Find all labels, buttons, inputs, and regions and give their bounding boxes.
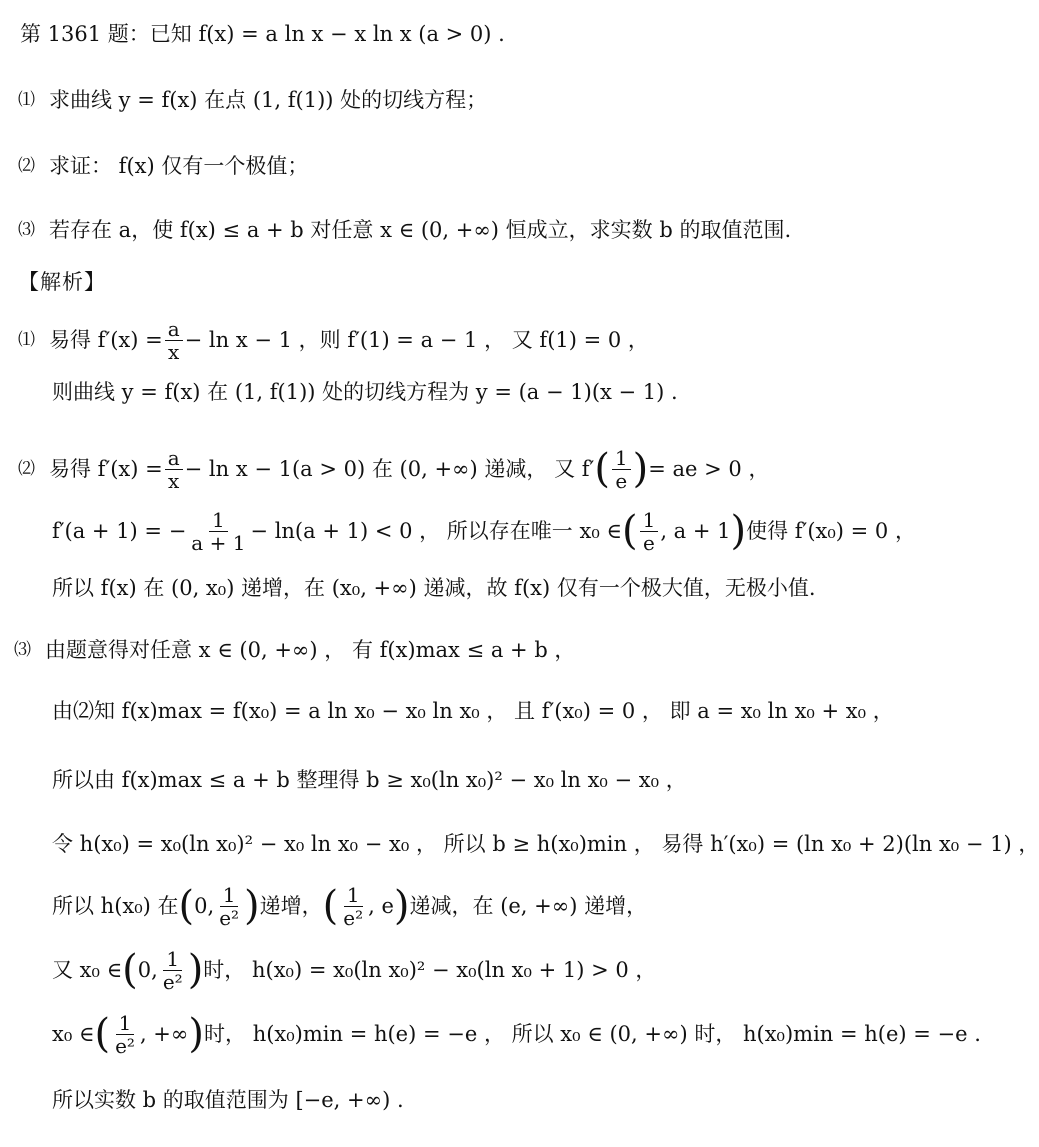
part-label: ⑶ [14,640,31,660]
fraction: $\frac{a}{x}$ [165,447,183,492]
part3-line7: x₀ ∈ ( $\frac{1}{\text{e²}}$ , +∞ ) 时， h(x₀)min = h(e) = −e ， 所以 x₀ ∈ (0, +∞) 时， h(x₀)min = h(e) = −e . [52,1010,981,1058]
part2-line1: ⑵ 易得 f′(x) = $\frac{a}{x}$ − ln x − 1(a > 0) 在 (0, +∞) 递减， 又 f′ ( $\frac{1}{e}$ ) = ae > 0 ， [18,445,770,493]
problem-item-3 [18,216,923,244]
paren-left: ( [322,883,339,929]
paren-left: ( [621,508,638,554]
item-text: 若存在 a，使 f(x) ≤ a + b 对任意 x ∈ (0, +∞) 恒成立，求实数 b 的取值范围. [49,218,792,242]
item-label: ⑵ [18,156,35,176]
part-label: ⑴ [18,330,35,350]
item-label: ⑴ [18,90,35,110]
fraction: $\frac{1}{\text{e²}}$ [343,882,364,930]
problem-item-2 [18,152,923,180]
part-label: ⑵ [18,459,35,479]
part3-line2: 由⑵知 f(x)max = f(x₀) = a ln x₀ − x₀ ln x₀ ， 且 f′(x₀) = 0 ， 即 a = x₀ ln x₀ + x₀ ， [52,699,894,723]
item-text: 求曲线 y = f(x) 在点 (1, f(1)) 处的切线方程； [49,88,488,112]
paren-left: ( [178,883,195,929]
part3-line8: 所以实数 b 的取值范围为 [−e, +∞) . [52,1088,404,1112]
part2-line2: f′(a + 1) = − $\frac{1}{a + 1}$ − ln(a + 1) < 0 ， 所以存在唯一 x₀ ∈ ( $\frac{1}{e}$ , a + 1 ) 使得 f′(x₀) = 0 ， [52,507,916,555]
paren-right: ) [632,446,649,492]
fraction: $\frac{1}{e}$ [640,509,659,554]
paren-right: ) [244,883,260,929]
part1-line2: 则曲线 y = f(x) 在 (1, f(1)) 处的切线方程为 y = (a − 1)(x − 1) . [52,380,678,404]
item-label: ⑶ [18,220,35,240]
fraction: $\frac{1}{\text{e²}}$ [115,1010,135,1058]
problem-title: 第 1361 题：已知 f(x) = a ln x − x ln x (a > 0) . [20,22,505,46]
part3-line3: 所以由 f(x)max ≤ a + b 整理得 b ≥ x₀(ln x₀)² − x₀ ln x₀ − x₀ ， [52,768,687,792]
part2-line3: 所以 f(x) 在 (0, x₀) 递增，在 (x₀, +∞) 递减，故 f(x) 仅有一个极大值，无极小值. [52,576,816,600]
paren-right: ) [393,883,410,929]
problem-item-1 [18,86,923,114]
part1-line1: ⑴ 易得 f′(x) = $\frac{a}{x}$ − ln x − 1 ，则 f′(1) = a − 1 ， 又 f(1) = 0 ， [18,316,649,364]
fraction: $\frac{1}{\text{e²}}$ [162,946,183,994]
part3-line4: 令 h(x₀) = x₀(ln x₀)² − x₀ ln x₀ − x₀ ， 所以 b ≥ h(x₀)min ， 易得 h′(x₀) = (ln x₀ + 2)(ln x₀ − 1) ， [52,832,1039,856]
paren-right: ) [188,1011,205,1057]
paren-right: ) [730,508,747,554]
part3-line1: ⑶ 由题意得对任意 x ∈ (0, +∞) ， 有 f(x)max ≤ a + b ， [14,638,576,662]
paren-left: ( [122,947,138,993]
item-text: 求证： f(x) 仅有一个极值； [49,154,309,178]
paren-left: ( [94,1011,111,1057]
fraction: $\frac{1}{a + 1}$ [191,507,246,555]
paren-right: ) [187,947,204,993]
part3-line5: 所以 h(x₀) 在 ( 0, $\frac{1}{\text{e²}}$ ) 递增， ( $\frac{1}{\text{e²}}$ , e ) 递减，在 (e, +∞) 递增， [52,882,648,930]
fraction: $\frac{a}{x}$ [165,318,183,363]
part3-line6: 又 x₀ ∈ ( 0, $\frac{1}{\text{e²}}$ ) 时， h(x₀) = x₀(ln x₀)² − x₀(ln x₀ + 1) > 0 ， [52,946,657,994]
solution-header: 【解析】 [18,270,106,294]
fraction: $\frac{1}{\text{e²}}$ [219,882,240,930]
paren-left: ( [594,446,610,492]
fraction: $\frac{1}{e}$ [612,447,631,492]
